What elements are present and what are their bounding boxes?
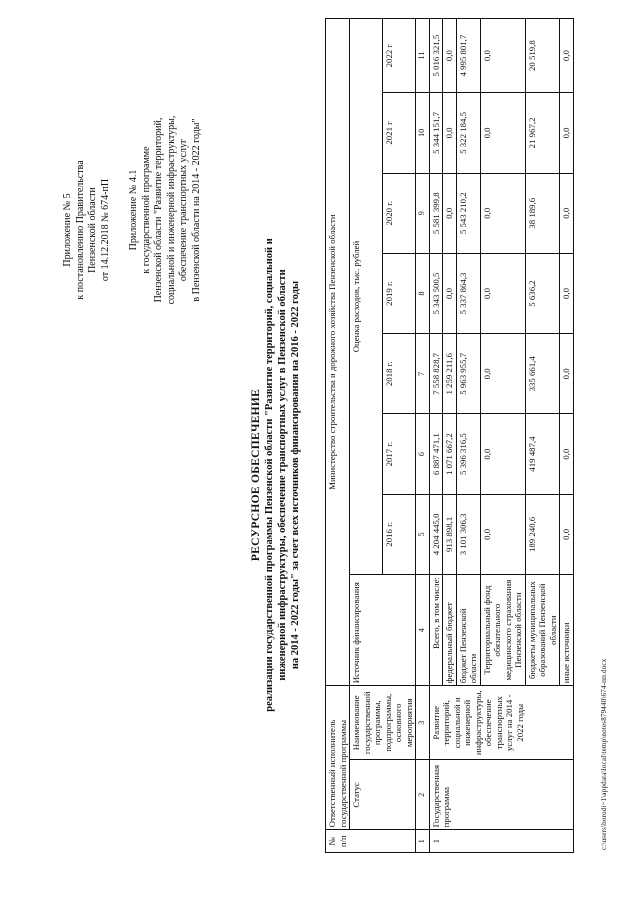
value-cell: 0,0 xyxy=(443,93,457,173)
title-main: РЕСУРСНОЕ ОБЕСПЕЧЕНИЕ xyxy=(250,388,262,562)
value-cell: 38 189,6 xyxy=(525,173,560,253)
appendix-line: от 14.12.2018 № 674-пП xyxy=(99,178,111,282)
row-program-name: Развитие территорий, социальной и инженерной инфраструктуры, обеспечение транспортных услуг на 2014 - 2022 годы xyxy=(429,686,573,760)
year-header: 2020 г. xyxy=(383,173,416,253)
value-cell: 5 016 321,5 xyxy=(429,19,443,93)
header-ministry: Министерство строительства и дорожного хозяйства Пензенской области xyxy=(326,19,350,686)
column-number: 6 xyxy=(416,414,430,494)
appendix-inner-line: обеспечение транспортных услуг xyxy=(178,138,189,282)
value-cell: 0,0 xyxy=(480,173,525,253)
value-cell: 5 581 399,8 xyxy=(429,173,443,253)
value-cell: 419 487,4 xyxy=(525,414,560,494)
table-row xyxy=(429,19,443,853)
value-cell: 5 343 500,5 xyxy=(429,253,443,333)
value-cell: 5 344 151,7 xyxy=(429,93,443,173)
value-cell: 7 558 828,7 xyxy=(429,334,443,414)
header-source: Источник финансирования xyxy=(350,575,416,686)
appendix-inner-header xyxy=(128,60,203,360)
value-cell: 0,0 xyxy=(560,253,574,333)
year-header: 2019 г. xyxy=(383,253,416,333)
year-header: 2018 г. xyxy=(383,334,416,414)
title-line: на 2014 - 2022 годы" за счет всех источников финансирования на 2016 - 2022 годы xyxy=(290,280,301,670)
value-cell: 0,0 xyxy=(560,414,574,494)
source-cell: Территориальный фонд обязательного медицинского страхования Пензенской области xyxy=(480,575,525,686)
value-cell: 0,0 xyxy=(480,253,525,333)
value-cell: 335 661,4 xyxy=(525,334,560,414)
appendix-inner-line: к государственной программе xyxy=(140,146,152,274)
document-title xyxy=(250,145,302,805)
appendix-header xyxy=(62,80,112,380)
appendix-line: Приложение № 5 xyxy=(62,193,73,267)
source-cell: бюджеты муниципальных образований Пензенской области xyxy=(525,575,560,686)
value-cell: 5 543 210,2 xyxy=(456,173,480,253)
file-path-footer: c:\users\borodi~1\appdata\local\temp\notes879440\674-пп.docx xyxy=(600,658,608,850)
header-number: № п/п xyxy=(326,830,416,853)
row-status: Государственная программа xyxy=(429,760,573,830)
value-cell: 5 337 864,3 xyxy=(456,253,480,333)
value-cell: 0,0 xyxy=(443,253,457,333)
value-cell: 0,0 xyxy=(560,173,574,253)
column-number: 8 xyxy=(416,253,430,333)
value-cell: 1 071 667,2 xyxy=(443,414,457,494)
value-cell: 0,0 xyxy=(443,173,457,253)
year-header: 2016 г. xyxy=(383,494,416,574)
column-number: 10 xyxy=(416,93,430,173)
appendix-inner-line: Приложение № 4.1 xyxy=(128,169,139,251)
header-executor: Ответственный исполнитель государственной программы xyxy=(326,686,350,830)
value-cell: 4 995 801,7 xyxy=(456,19,480,93)
value-cell: 3 101 306,3 xyxy=(456,494,480,574)
appendix-inner-line: Пензенской области "Развитие территорий, xyxy=(153,117,164,303)
value-cell: 21 967,2 xyxy=(525,93,560,173)
column-number-row xyxy=(416,19,430,853)
value-cell: 5 636,2 xyxy=(525,253,560,333)
value-cell: 0,0 xyxy=(560,19,574,93)
column-number: 1 xyxy=(416,830,430,853)
value-cell: 0,0 xyxy=(480,19,525,93)
column-number: 3 xyxy=(416,686,430,760)
year-header: 2022 г xyxy=(383,19,416,93)
column-number: 11 xyxy=(416,19,430,93)
value-cell: 20 519,8 xyxy=(525,19,560,93)
value-cell: 6 887 471,1 xyxy=(429,414,443,494)
value-cell: 0,0 xyxy=(480,93,525,173)
value-cell: 189 240,6 xyxy=(525,494,560,574)
header-estimate: Оценка расходов, тыс. рублей xyxy=(350,19,383,575)
source-cell: бюджет Пензенской области xyxy=(456,575,480,686)
appendix-inner-line: социальной и инженерной инфраструктуры, xyxy=(165,115,177,305)
title-line: реализации государственной программы Пензенской области "Развитие территорий, социальной и xyxy=(264,238,275,712)
value-cell: 0,0 xyxy=(560,494,574,574)
value-cell: 0,0 xyxy=(443,19,457,93)
column-number: 2 xyxy=(416,760,430,830)
value-cell: 0,0 xyxy=(480,494,525,574)
column-number: 9 xyxy=(416,173,430,253)
appendix-line: к постановлению Правительства xyxy=(74,160,86,300)
source-cell: иные источники xyxy=(560,575,574,686)
column-number: 5 xyxy=(416,494,430,574)
row-number: 1 xyxy=(429,830,573,853)
column-number: 4 xyxy=(416,575,430,686)
year-header: 2021 г xyxy=(383,93,416,173)
value-cell: 5 963 955,7 xyxy=(456,334,480,414)
value-cell: 913 898,1 xyxy=(443,494,457,574)
value-cell: 0,0 xyxy=(560,93,574,173)
value-cell: 1 259 211,6 xyxy=(443,334,457,414)
value-cell: 0,0 xyxy=(480,334,525,414)
header-status: Статус xyxy=(350,760,416,830)
appendix-line: Пензенской области xyxy=(87,187,98,273)
title-line: инженерной инфраструктуры, обеспечение транспортных услуг в Пензенской области xyxy=(277,269,288,681)
source-cell: федеральный бюджет xyxy=(443,575,457,686)
column-number: 7 xyxy=(416,334,430,414)
value-cell: 4 204 445,0 xyxy=(429,494,443,574)
appendix-inner-line: в Пензенской области на 2014 - 2022 годы" xyxy=(190,118,202,302)
resource-table xyxy=(325,18,574,853)
value-cell: 0,0 xyxy=(560,334,574,414)
header-name: Наименование государственной программы, подпрограммы, основного мероприятия xyxy=(350,686,416,760)
value-cell: 5 396 316,5 xyxy=(456,414,480,494)
value-cell: 0,0 xyxy=(480,414,525,494)
value-cell: 5 322 184,5 xyxy=(456,93,480,173)
year-header: 2017 г. xyxy=(383,414,416,494)
source-cell: Всего, в том числе: xyxy=(429,575,443,686)
